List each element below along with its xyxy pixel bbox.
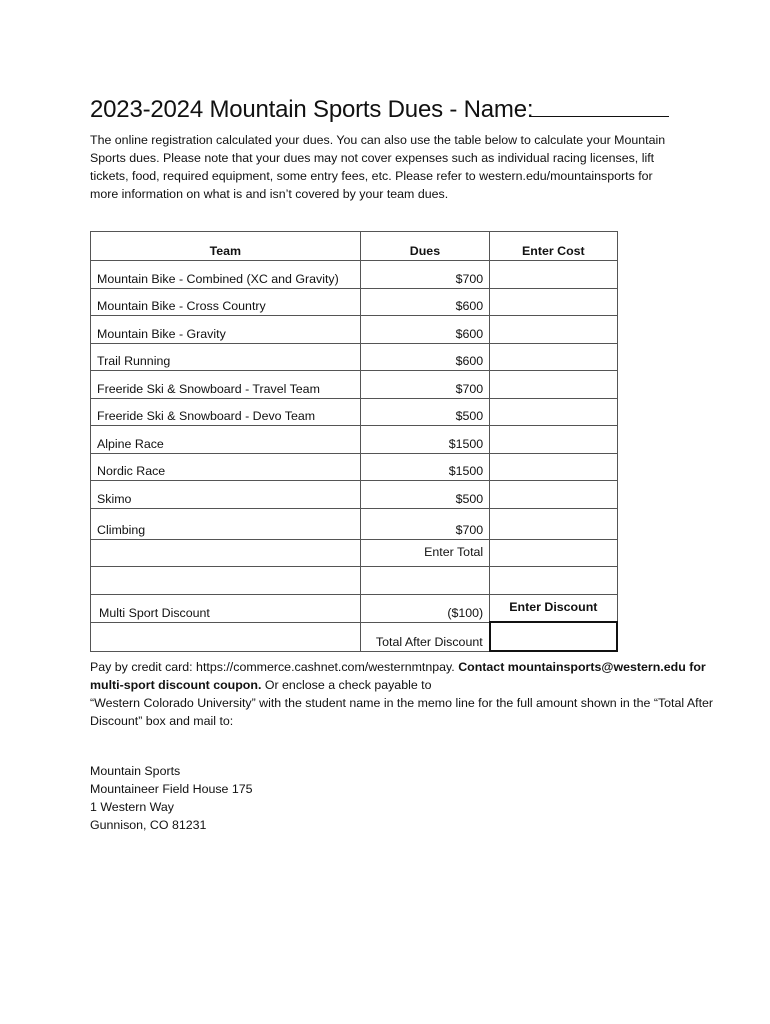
empty-cell — [91, 567, 361, 595]
payment-line-1: Pay by credit card: https://commerce.cashnet.com/westernmtnpay. — [90, 660, 459, 674]
enter-cost-cell[interactable] — [490, 288, 617, 316]
payment-line-2: Or enclose a check payable to — [261, 678, 432, 692]
name-field[interactable] — [529, 92, 669, 117]
enter-cost-cell[interactable] — [490, 426, 617, 454]
team-dues: $700 — [360, 371, 489, 399]
title-text: 2023-2024 Mountain Sports Dues - Name: — [90, 96, 534, 123]
header-team: Team — [91, 232, 361, 261]
team-dues: $600 — [360, 316, 489, 344]
table-row — [91, 288, 618, 316]
table-header-row — [91, 232, 618, 261]
address-line-2: Mountaineer Field House 175 — [90, 782, 253, 796]
table-row — [91, 398, 618, 426]
payment-contact-bold: Contact mountainsports@western.edu for multi-sport discount coupon. — [90, 660, 706, 692]
discount-value: ($100) — [360, 594, 489, 622]
empty-cell — [91, 539, 361, 567]
enter-cost-cell[interactable] — [490, 371, 617, 399]
page-title — [90, 92, 669, 127]
team-dues: $500 — [360, 481, 489, 509]
intro-paragraph: The online registration calculated your dues. You can also use the table below to calculate your Mountain Sports dues. Please note that your dues may not cover expenses such as individual racing licenses, lift tickets, food, required equipment, some entry fees, etc. Please refer to western.edu/mountainsports for more information on what is and isn’t covered by your team dues. — [90, 133, 666, 201]
team-dues: $1500 — [360, 426, 489, 454]
mailing-address — [90, 762, 253, 834]
team-name: Mountain Bike - Cross Country — [91, 288, 361, 316]
spacer-row — [91, 567, 618, 595]
table-row — [91, 426, 618, 454]
total-after-discount-box[interactable] — [490, 622, 617, 651]
enter-cost-cell[interactable] — [490, 481, 617, 509]
team-dues: $1500 — [360, 453, 489, 481]
address-line-4: Gunnison, CO 81231 — [90, 818, 207, 832]
table-row — [91, 261, 618, 289]
table-row — [91, 371, 618, 399]
enter-cost-cell[interactable] — [490, 343, 617, 371]
header-dues: Dues — [360, 232, 489, 261]
discount-row — [91, 594, 618, 622]
enter-total-label: Enter Total — [360, 539, 489, 567]
enter-cost-cell[interactable] — [490, 398, 617, 426]
team-dues: $700 — [360, 261, 489, 289]
discount-label: Multi Sport Discount — [91, 594, 361, 622]
empty-cell — [91, 622, 361, 651]
total-after-discount-row — [91, 622, 618, 651]
payment-line-3: “Western Colorado University” with the student name in the memo line for the full amount shown in the “Total After Discount” box and mail to: — [90, 696, 714, 728]
table-row — [91, 508, 618, 539]
table-row — [91, 481, 618, 509]
enter-discount-label: Enter Discount — [490, 594, 617, 622]
team-dues: $600 — [360, 343, 489, 371]
team-name: Mountain Bike - Gravity — [91, 316, 361, 344]
team-dues: $500 — [360, 398, 489, 426]
enter-total-cell[interactable] — [490, 539, 617, 567]
team-name: Climbing — [91, 508, 361, 539]
empty-cell — [490, 567, 617, 595]
team-dues: $600 — [360, 288, 489, 316]
payment-instructions — [90, 658, 730, 730]
enter-cost-cell[interactable] — [490, 453, 617, 481]
total-after-discount-label: Total After Discount — [360, 622, 489, 651]
team-name: Skimo — [91, 481, 361, 509]
team-name: Nordic Race — [91, 453, 361, 481]
table-row — [91, 343, 618, 371]
team-name: Mountain Bike - Combined (XC and Gravity) — [91, 261, 361, 289]
enter-cost-cell[interactable] — [490, 508, 617, 539]
team-name: Trail Running — [91, 343, 361, 371]
enter-cost-cell[interactable] — [490, 261, 617, 289]
team-dues: $700 — [360, 508, 489, 539]
address-line-1: Mountain Sports — [90, 764, 181, 778]
table-row — [91, 453, 618, 481]
empty-cell — [360, 567, 489, 595]
dues-table — [90, 231, 618, 652]
enter-cost-cell[interactable] — [490, 316, 617, 344]
table-row — [91, 316, 618, 344]
team-name: Alpine Race — [91, 426, 361, 454]
header-enter-cost: Enter Cost — [490, 232, 617, 261]
team-name: Freeride Ski & Snowboard - Travel Team — [91, 371, 361, 399]
team-name: Freeride Ski & Snowboard - Devo Team — [91, 398, 361, 426]
address-line-3: 1 Western Way — [90, 800, 175, 814]
total-row — [91, 539, 618, 567]
